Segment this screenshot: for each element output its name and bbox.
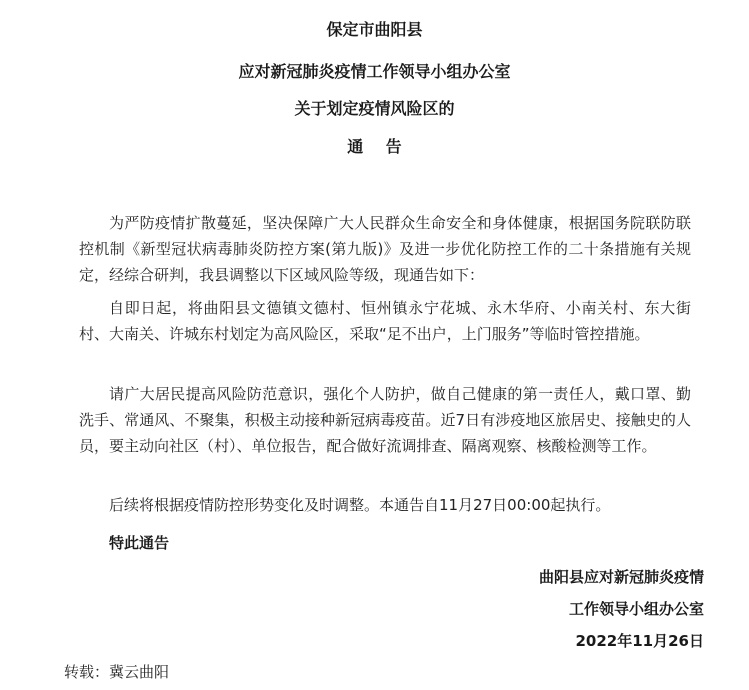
notice-title-subject: 关于划定疫情风险区的 [294, 99, 455, 118]
signature-org-line1: 曲阳县应对新冠肺炎疫情 [538, 568, 704, 586]
body-paragraph-high-risk-areas: 自即日起，将曲阳县文德镇文德村、恒州镇永宁花城、永木华府、小南关村、东大街村、大南关、许城东村划定为高风险区，采取“足不出户，上门服务”等临时管控措施。 [79, 299, 691, 343]
notice-title-city: 保定市曲阳县 [326, 20, 423, 39]
closing-phrase: 特此通告 [109, 534, 170, 552]
notice-title-heading: 通告 [347, 137, 425, 156]
source-credit: 转载：冀云曲阳 [64, 663, 170, 681]
body-paragraph-intro: 为严防疫情扩散蔓延，坚决保障广大人民群众生命安全和身体健康，根据国务院联防联控机制《新型冠状病毒肺炎防控方案(第九版)》及进一步优化防控工作的二十条措施有关规定，经综合研判，我县调整以下区域风险等级，现通告如下： [79, 214, 691, 284]
body-paragraph-effective-date: 后续将根据疫情防控形势变化及时调整。本通告自11月27日00:00起执行。 [109, 496, 611, 514]
notice-title-office: 应对新冠肺炎疫情工作领导小组办公室 [238, 62, 511, 81]
signature-org-line2: 工作领导小组办公室 [568, 600, 704, 618]
body-paragraph-prevention: 请广大居民提高风险防范意识，强化个人防护，做自己健康的第一责任人，戴口罩、勤洗手、常通风、不聚集，积极主动接种新冠病毒疫苗。近7日有涉疫地区旅居史、接触史的人员，要主动向社区（村）、单位报告，配合做好流调排查、隔离观察、核酸检测等工作。 [79, 385, 691, 455]
signature-date: 2022年11月26日 [575, 632, 704, 650]
